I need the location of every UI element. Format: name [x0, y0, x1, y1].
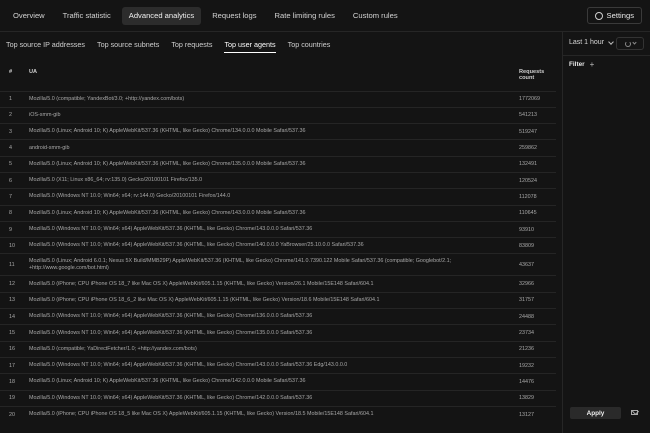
apply-button[interactable]: Apply [570, 407, 621, 419]
table-row[interactable] [0, 390, 556, 406]
user-agent-cell: android-smm-gib [29, 140, 519, 156]
time-range-select[interactable] [569, 39, 613, 46]
chevron-down-icon [608, 39, 614, 45]
user-agent-cell: Mozilla/5.0 (X11; Linux x86_64; rv:135.0) Gecko/20100101 Firefox/135.0 [29, 172, 519, 188]
requests-count-cell: 23734 [519, 325, 556, 341]
table-row[interactable] [0, 309, 556, 325]
row-number: 19 [0, 390, 29, 406]
gear-icon [595, 12, 603, 20]
table-row[interactable] [0, 341, 556, 357]
filter-label: Filter [569, 61, 585, 68]
user-agent-cell: Mozilla/5.0 (Windows NT 10.0; Win64; x64) AppleWebKit/537.36 (KHTML, like Gecko) Chrome/136.0.0.0 Safari/537.36 [29, 309, 519, 325]
row-number: 1 [0, 91, 29, 107]
user-agents-table [0, 69, 556, 423]
requests-count-cell: 32966 [519, 276, 556, 292]
subtab-top-countries[interactable]: Top countries [287, 40, 331, 49]
row-number: 6 [0, 172, 29, 188]
chevron-down-icon [632, 40, 636, 44]
user-agent-cell: Mozilla/5.0 (Linux; Android 10; K) AppleWebKit/537.36 (KHTML, like Gecko) Chrome/142.0.0.0 Mobile Safari/537.36 [29, 374, 519, 390]
table-header-row [0, 69, 556, 91]
requests-count-cell: 112078 [519, 189, 556, 205]
user-agent-cell: iOS-smm-gib [29, 107, 519, 123]
requests-count-cell: 31757 [519, 292, 556, 308]
user-agent-cell: Mozilla/5.0 (Windows NT 10.0; Win64; x64) AppleWebKit/537.36 (KHTML, like Gecko) Chrome/135.0.0.0 Safari/537.36 [29, 325, 519, 341]
column-header-ua: UA [29, 69, 38, 75]
row-number: 2 [0, 107, 29, 123]
refresh-icon [625, 41, 631, 47]
user-agent-cell: Mozilla/5.0 (Linux; Android 6.0.1; Nexus 5X Build/MMB29P) AppleWebKit/537.36 (KHTML, like Gecko) Chrome/141.0.7390.122 Mobile Safari/537.36 (compatible; Googlebot/2.1; +http://www.google.com/bot.html) [29, 254, 519, 276]
subtab-top-source-subnets[interactable]: Top source subnets [96, 40, 160, 49]
user-agent-cell: Mozilla/5.0 (Windows NT 10.0; Win64; x64; rv:144.0) Gecko/20100101 Firefox/144.0 [29, 189, 519, 205]
row-number: 10 [0, 238, 29, 254]
table-row[interactable] [0, 172, 556, 188]
row-number: 8 [0, 205, 29, 221]
tab-request-logs[interactable]: Request logs [212, 11, 257, 20]
requests-count-cell: 120524 [519, 172, 556, 188]
row-number: 17 [0, 357, 29, 373]
table-row[interactable] [0, 406, 556, 422]
filter-sidebar [562, 32, 650, 433]
tab-rate-limiting-rules[interactable]: Rate limiting rules [274, 11, 335, 20]
settings-label: Settings [606, 11, 634, 20]
user-agent-cell: Mozilla/5.0 (iPhone; CPU iPhone OS 18_7 like Mac OS X) AppleWebKit/605.1.15 (KHTML, like Gecko) Version/26.1 Mobile/15E148 Safari/604.1 [29, 276, 519, 292]
tab-overview[interactable]: Overview [13, 11, 45, 20]
row-number: 13 [0, 292, 29, 308]
requests-count-cell: 519247 [519, 124, 556, 140]
row-number: 18 [0, 374, 29, 390]
subtab-top-requests[interactable]: Top requests [171, 40, 213, 49]
requests-count-cell: 21236 [519, 341, 556, 357]
table-row[interactable] [0, 276, 556, 292]
table-row[interactable] [0, 325, 556, 341]
row-number: 15 [0, 325, 29, 341]
table-row[interactable] [0, 374, 556, 390]
user-agent-cell: Mozilla/5.0 (Linux; Android 10; K) AppleWebKit/537.36 (KHTML, like Gecko) Chrome/143.0.0.0 Mobile Safari/537.36 [29, 205, 519, 221]
table-row[interactable] [0, 189, 556, 205]
user-agent-cell: Mozilla/5.0 (Windows NT 10.0; Win64; x64) AppleWebKit/537.36 (KHTML, like Gecko) Chrome/140.0.0.0 YaBrowser/25.10.0.0 Safari/537.36 [29, 238, 519, 254]
row-number: 14 [0, 309, 29, 325]
tab-advanced-analytics[interactable]: Advanced analytics [122, 7, 201, 25]
column-header-num: # [9, 69, 13, 75]
settings-button[interactable] [587, 7, 642, 24]
requests-count-cell: 14476 [519, 374, 556, 390]
refresh-button[interactable] [616, 37, 644, 50]
top-navigation [0, 0, 650, 32]
analytics-main [0, 32, 562, 433]
row-number: 9 [0, 221, 29, 237]
row-number: 3 [0, 124, 29, 140]
user-agent-cell: Mozilla/5.0 (Windows NT 10.0; Win64; x64) AppleWebKit/537.36 (KHTML, like Gecko) Chrome/143.0.0.0 Safari/537.36 Edg/143.0.0.0 [29, 357, 519, 373]
time-range-value: Last 1 hour [569, 39, 605, 46]
requests-count-cell: 1772069 [519, 91, 556, 107]
user-agent-cell: Mozilla/5.0 (compatible; YandexBot/3.0; +http://yandex.com/bots) [29, 91, 519, 107]
requests-count-cell: 83809 [519, 238, 556, 254]
main-tabs [6, 7, 405, 25]
table-row[interactable] [0, 124, 556, 140]
table-row[interactable] [0, 357, 556, 373]
analytics-subtabs [6, 40, 330, 53]
row-number: 11 [0, 254, 29, 276]
row-number: 20 [0, 406, 29, 422]
row-number: 4 [0, 140, 29, 156]
requests-count-cell: 93910 [519, 221, 556, 237]
table-row[interactable] [0, 238, 556, 254]
column-header-requests-count: Requests count [519, 69, 545, 81]
user-agent-cell: Mozilla/5.0 (Linux; Android 10; K) AppleWebKit/537.36 (KHTML, like Gecko) Chrome/135.0.0.0 Mobile Safari/537.36 [29, 156, 519, 172]
row-number: 5 [0, 156, 29, 172]
requests-count-cell: 13127 [519, 406, 556, 422]
table-row[interactable] [0, 254, 556, 276]
mail-icon[interactable] [631, 410, 638, 415]
table-row[interactable] [0, 140, 556, 156]
requests-count-cell: 43637 [519, 254, 556, 276]
table-row[interactable] [0, 107, 556, 123]
row-number: 16 [0, 341, 29, 357]
requests-count-cell: 132491 [519, 156, 556, 172]
tab-traffic-statistic[interactable]: Traffic statistic [62, 11, 111, 20]
table-row[interactable] [0, 156, 556, 172]
requests-count-cell: 110645 [519, 205, 556, 221]
user-agent-cell: Mozilla/5.0 (iPhone; CPU iPhone OS 18_6_2 like Mac OS X) AppleWebKit/605.1.15 (KHTML, like Gecko) Version/18.6 Mobile/15E148 Safari/604.1 [29, 292, 519, 308]
subtab-top-user-agents[interactable]: Top user agents [224, 40, 275, 53]
table-row[interactable] [0, 292, 556, 308]
user-agent-cell: Mozilla/5.0 (Windows NT 10.0; Win64; x64) AppleWebKit/537.36 (KHTML, like Gecko) Chrome/143.0.0.0 Safari/537.36 [29, 221, 519, 237]
divider [563, 55, 650, 56]
requests-count-cell: 24488 [519, 309, 556, 325]
row-number: 12 [0, 276, 29, 292]
subtab-top-source-ip[interactable]: Top source IP addresses [6, 40, 85, 49]
table-row[interactable] [0, 205, 556, 221]
row-number: 7 [0, 189, 29, 205]
requests-count-cell: 19232 [519, 357, 556, 373]
user-agent-cell: Mozilla/5.0 (compatible; YaDirectFetcher/1.0; +http://yandex.com/bots) [29, 341, 519, 357]
user-agent-cell: Mozilla/5.0 (Linux; Android 10; K) AppleWebKit/537.36 (KHTML, like Gecko) Chrome/134.0.0.0 Mobile Safari/537.36 [29, 124, 519, 140]
user-agent-cell: Mozilla/5.0 (Windows NT 10.0; Win64; x64) AppleWebKit/537.36 (KHTML, like Gecko) Chrome/142.0.0.0 Safari/537.36 [29, 390, 519, 406]
table-body [0, 91, 556, 423]
requests-count-cell: 541213 [519, 107, 556, 123]
table-row[interactable] [0, 91, 556, 107]
requests-count-cell: 13829 [519, 390, 556, 406]
requests-count-cell: 259862 [519, 140, 556, 156]
plus-icon[interactable]: + [589, 60, 595, 69]
table-row[interactable] [0, 221, 556, 237]
user-agent-cell: Mozilla/5.0 (iPhone; CPU iPhone OS 18_5 like Mac OS X) AppleWebKit/605.1.15 (KHTML, like Gecko) Version/18.5 Mobile/15E148 Safari/604.1 [29, 406, 519, 422]
filter-header [569, 60, 594, 69]
tab-custom-rules[interactable]: Custom rules [352, 11, 398, 20]
